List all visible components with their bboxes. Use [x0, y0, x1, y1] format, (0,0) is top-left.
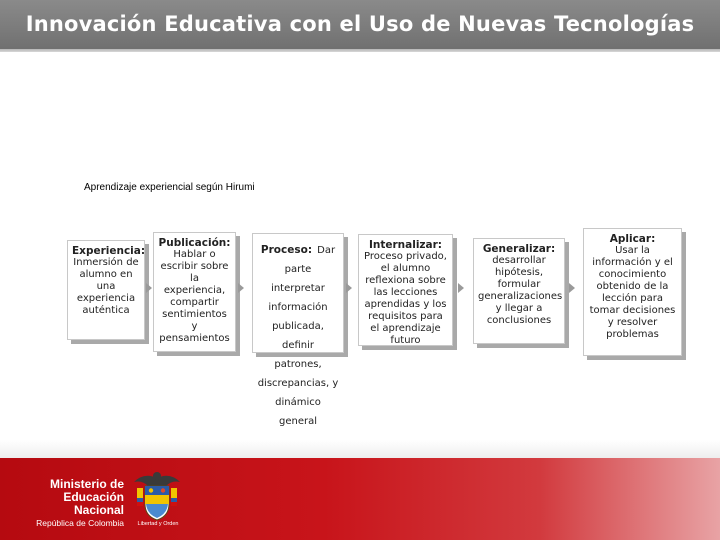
ministry-line2: Educación Nacional: [63, 490, 124, 517]
step-generalizar: [473, 238, 565, 344]
arrow-icon: [346, 283, 352, 293]
motto-text: Libertad y Orden: [137, 521, 179, 527]
step-experiencia: [67, 240, 145, 340]
step-title: Generalizar:: [482, 243, 556, 255]
step-text: Usar la información y el conocimiento obtenido de la lección para tomar decisiones y resolver problemas: [589, 245, 676, 340]
arrow-icon: [238, 283, 244, 293]
step-title: Internalizar:: [368, 239, 443, 251]
step-title: Publicación:: [158, 237, 231, 249]
step-aplicar: [583, 228, 682, 356]
arrow-icon: [146, 283, 152, 293]
step-title: Experiencia:: [72, 245, 146, 257]
step-title: Proceso:: [260, 244, 313, 256]
step-proceso: [252, 233, 344, 427]
step-text: Proceso privado, el alumno reflexiona sobre las lecciones aprendidas y los requisitos para el aprendizaje futuro: [364, 251, 447, 346]
step-title: Aplicar:: [609, 233, 656, 245]
header-divider: [0, 49, 720, 52]
ministry-subtitle: República de Colombia: [36, 518, 124, 528]
step-text: Inmersión de alumno en una experiencia auténtica: [73, 257, 139, 316]
step-publicacion: [153, 232, 236, 352]
step-text: desarrollar hipótesis, formular generalizaciones y llegar a conclusiones: [478, 255, 563, 326]
header-bar: [0, 0, 720, 52]
step-text: Dar parte interpretar información publicada, definir patrones, discrepancias, y dinámico general: [257, 245, 339, 427]
step-internalizar: [358, 234, 453, 346]
arrow-icon: [569, 283, 575, 293]
arrow-icon: [458, 283, 464, 293]
ministry-line1: Ministerio de: [49, 477, 124, 491]
diagram-caption: Aprendizaje experiencial según Hirumi: [84, 182, 255, 193]
page-title: Innovación Educativa con el Uso de Nuevas Tecnologías: [25, 12, 695, 36]
step-text: Hablar o escribir sobre la experiencia, compartir sentimientos y pensamientos: [159, 249, 230, 344]
ministry-logo-text: [36, 478, 124, 530]
